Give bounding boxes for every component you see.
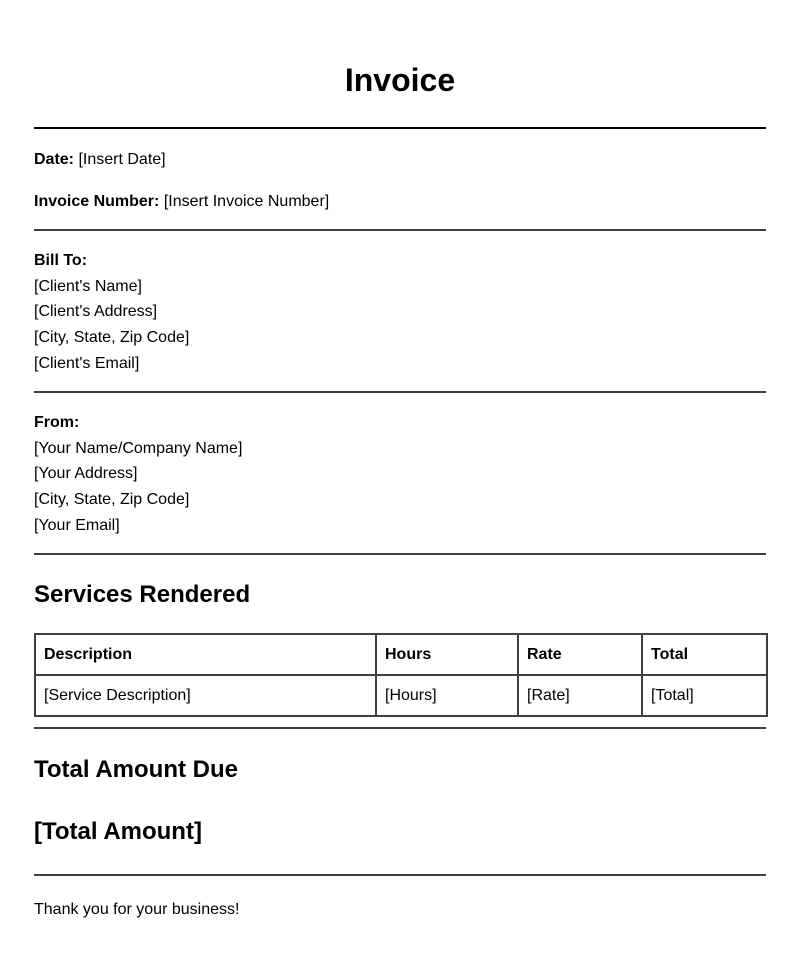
sender-address: [Your Address] bbox=[34, 465, 138, 482]
cell-hours: [Hours] bbox=[376, 675, 518, 716]
page-title: Invoice bbox=[344, 62, 456, 98]
sender-name: [Your Name/Company Name] bbox=[34, 440, 243, 457]
date-value: [Insert Date] bbox=[78, 151, 166, 168]
column-header-rate: Rate bbox=[518, 634, 642, 675]
services-heading: Services Rendered bbox=[34, 581, 251, 608]
divider bbox=[34, 727, 766, 729]
sender-email: [Your Email] bbox=[34, 517, 120, 534]
client-name: [Client's Name] bbox=[34, 278, 142, 295]
divider bbox=[34, 874, 766, 876]
divider bbox=[34, 391, 766, 393]
thank-you-note: Thank you for your business! bbox=[34, 901, 240, 918]
column-header-description: Description bbox=[35, 634, 376, 675]
invoice-number-line bbox=[34, 192, 329, 212]
column-header-total: Total bbox=[642, 634, 767, 675]
client-city: [City, State, Zip Code] bbox=[34, 329, 190, 346]
cell-total: [Total] bbox=[642, 675, 767, 716]
cell-description: [Service Description] bbox=[35, 675, 376, 716]
sender-city: [City, State, Zip Code] bbox=[34, 491, 190, 508]
divider bbox=[34, 553, 766, 555]
cell-rate: [Rate] bbox=[518, 675, 642, 716]
from-heading: From: bbox=[34, 414, 80, 431]
column-header-hours: Hours bbox=[376, 634, 518, 675]
date-line bbox=[34, 150, 166, 170]
services-table bbox=[34, 633, 768, 717]
date-label: Date: bbox=[34, 151, 75, 168]
total-amount: [Total Amount] bbox=[34, 818, 202, 845]
total-heading: Total Amount Due bbox=[34, 756, 238, 783]
table-header-row bbox=[35, 634, 767, 675]
invoice-number-label: Invoice Number: bbox=[34, 193, 160, 210]
client-email: [Client's Email] bbox=[34, 355, 140, 372]
invoice-number-value: [Insert Invoice Number] bbox=[163, 193, 330, 210]
client-address: [Client's Address] bbox=[34, 303, 158, 320]
table-row bbox=[35, 675, 767, 716]
divider bbox=[34, 229, 766, 231]
divider bbox=[34, 127, 766, 129]
bill-to-heading: Bill To: bbox=[34, 252, 88, 269]
